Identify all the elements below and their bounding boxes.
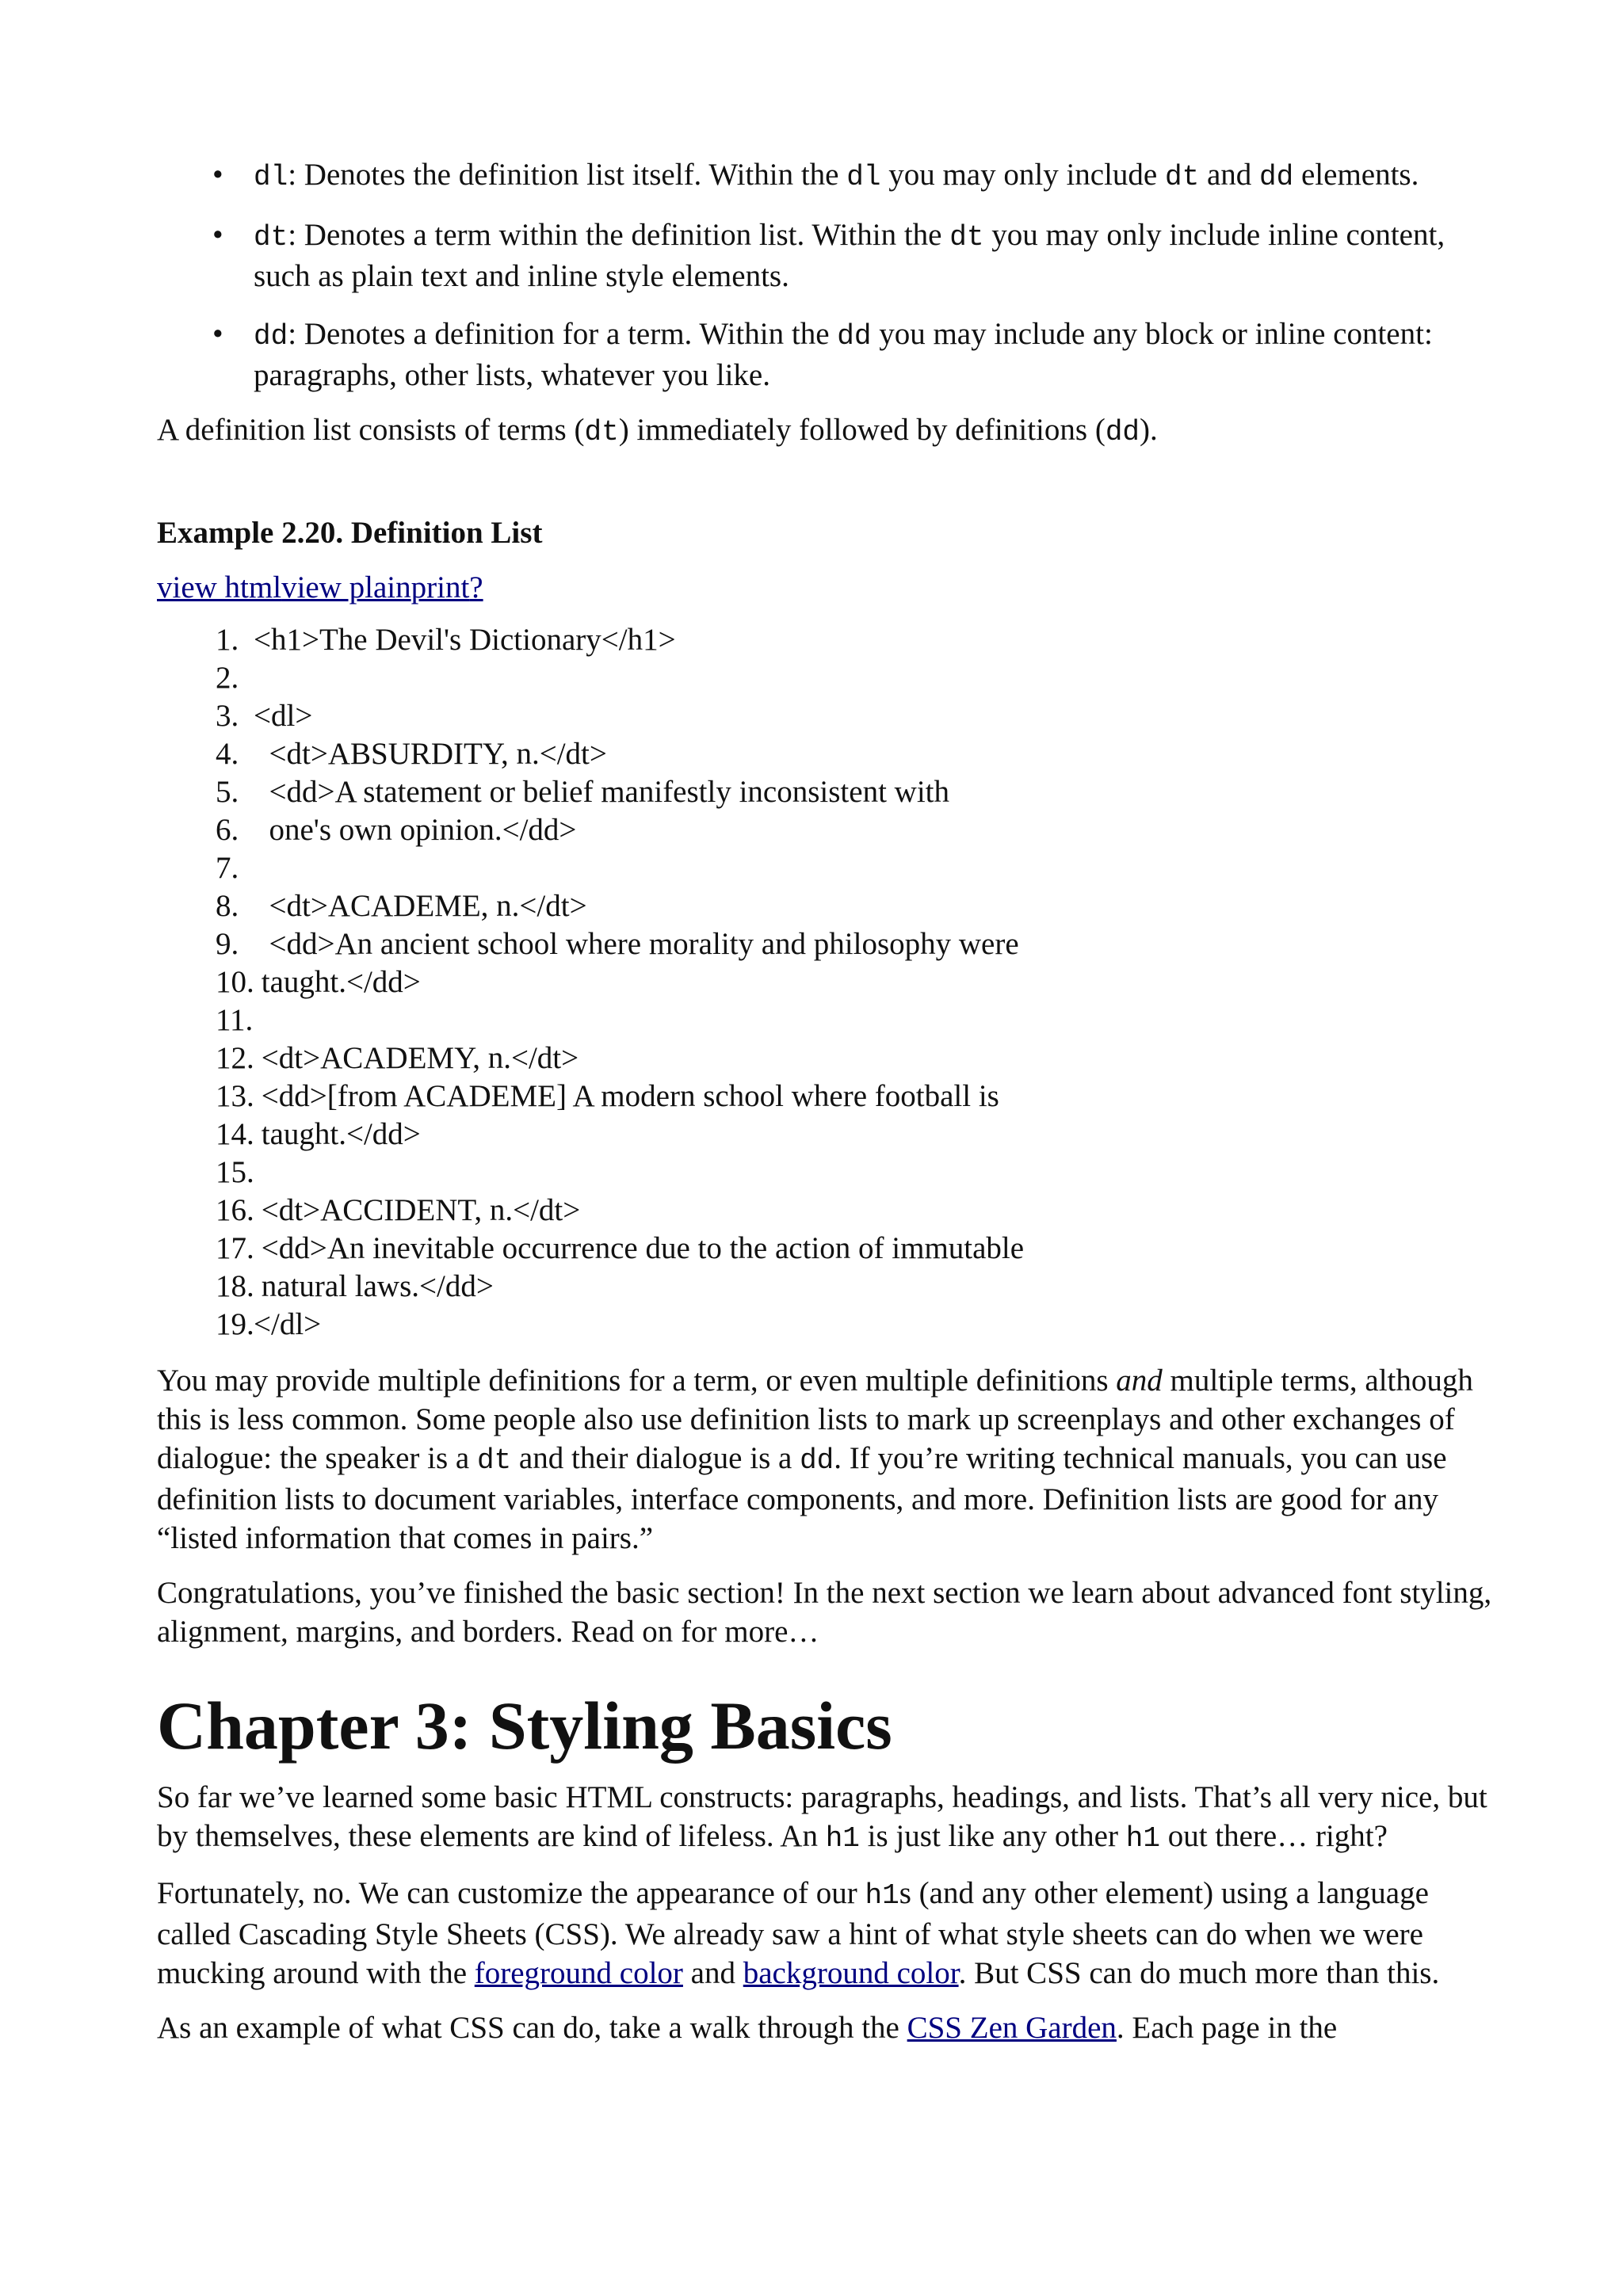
code-listing <box>157 621 1496 1344</box>
document-page <box>157 155 1496 2063</box>
code-line <box>157 773 1496 811</box>
line-number: 8. <box>216 889 239 923</box>
line-text: <dt>ACCIDENT, n.</dt> <box>254 1193 581 1227</box>
line-number: 14. <box>216 1117 254 1151</box>
css-zen-garden-link[interactable]: CSS Zen Garden <box>907 2011 1117 2045</box>
line-number: 3. <box>216 699 239 733</box>
css-intro-paragraph: Fortunately, no. We can customize the appearance of our h1s (and any other element) using a language called Cascading Style Sheets (CSS). We already saw a hint of what style sheets can do when we were mucking around with the foreground color and background color. But CSS can do much more than this. <box>157 1876 1440 1990</box>
multiple-definitions-paragraph: You may provide multiple definitions for a term, or even multiple definitions and multiple terms, although this is less common. Some people also use definition lists to mark up screenplays and other exchanges of dialogue: the speaker is a dt and their dialogue is a dd. If you’re writing technical manuals, you can use definition lists to document variables, interface components, and more. Definition lists are good for any “listed information that comes in pairs.” <box>157 1363 1473 1555</box>
code-line <box>157 963 1496 1001</box>
line-number: 11. <box>216 1003 254 1037</box>
line-text: <dd>A statement or belief manifestly inconsistent with <box>254 775 949 809</box>
code-toolbar <box>157 568 1496 607</box>
line-number: 13. <box>216 1079 254 1113</box>
code-line <box>157 1230 1496 1268</box>
bullet-icon: • <box>212 317 223 351</box>
line-number: 17. <box>216 1231 254 1265</box>
element-bullet-list <box>157 155 1496 395</box>
print-link[interactable]: print <box>411 570 470 605</box>
code-line <box>157 621 1496 659</box>
code-line <box>157 1116 1496 1154</box>
line-number: 16. <box>216 1193 254 1227</box>
line-text: <dd>[from ACADEME] A modern school where football is <box>254 1079 999 1113</box>
code-line <box>157 811 1496 849</box>
bullet-item-dt: • dt: Denotes a term within the definition list. Within the dt you may only include inline content, such as plain text and inline style elements. <box>254 215 1496 296</box>
example-title: Example 2.20. Definition List <box>157 516 543 550</box>
code-line <box>157 849 1496 887</box>
line-number: 15. <box>216 1155 254 1189</box>
line-text: <dl> <box>254 699 313 733</box>
code-line <box>157 1268 1496 1306</box>
line-number: 9. <box>216 927 239 961</box>
code-line <box>157 925 1496 963</box>
congratulations-paragraph: Congratulations, you’ve finished the basic section! In the next section we learn about advanced font styling, alignment, margins, and borders. Read on for more… <box>157 1576 1492 1649</box>
code-line <box>157 1154 1496 1192</box>
line-number: 10. <box>216 965 254 999</box>
line-text: <dd>An inevitable occurrence due to the action of immutable <box>254 1231 1025 1265</box>
chapter-heading: Chapter 3: Styling Basics <box>157 1688 892 1764</box>
line-number: 2. <box>216 661 239 695</box>
line-text: <dt>ACADEME, n.</dt> <box>254 889 587 923</box>
code-line <box>157 1192 1496 1230</box>
chapter-intro-paragraph: So far we’ve learned some basic HTML constructs: paragraphs, headings, and lists. That’s all very nice, but by themselves, these elements are kind of lifeless. An h1 is just like any other h1 out there… right? <box>157 1780 1487 1855</box>
line-number: 12. <box>216 1041 254 1075</box>
line-text: taught.</dd> <box>254 1117 421 1151</box>
line-text: natural laws.</dd> <box>254 1269 494 1303</box>
code-line <box>157 659 1496 697</box>
background-color-link[interactable]: background color <box>743 1956 959 1990</box>
line-number: 4. <box>216 737 239 771</box>
zen-garden-paragraph: As an example of what CSS can do, take a walk through the CSS Zen Garden. Each page in the <box>157 2011 1338 2045</box>
code-line <box>157 1039 1496 1077</box>
foreground-color-link[interactable]: foreground color <box>474 1956 683 1990</box>
line-text: <dt>ABSURDITY, n.</dt> <box>254 737 607 771</box>
line-text: <dd>An ancient school where morality and philosophy were <box>254 927 1019 961</box>
line-text: <h1>The Devil's Dictionary</h1> <box>254 623 676 657</box>
code-line <box>157 1077 1496 1116</box>
line-number: 1. <box>216 623 239 657</box>
line-text: one's own opinion.</dd> <box>254 813 577 847</box>
help-link[interactable]: ? <box>469 570 483 605</box>
code-line <box>157 1306 1496 1344</box>
line-text: taught.</dd> <box>254 965 421 999</box>
line-number: 5. <box>216 775 239 809</box>
bullet-item-dl: • dl: Denotes the definition list itself. Within the dl you may only include dt and dd elements. <box>254 155 1496 196</box>
code-line <box>157 735 1496 773</box>
code-line <box>157 697 1496 735</box>
line-number: 19. <box>216 1307 254 1341</box>
line-number: 6. <box>216 813 239 847</box>
line-text: <dt>ACADEMY, n.</dt> <box>254 1041 579 1075</box>
line-number: 7. <box>216 851 239 885</box>
bullet-icon: • <box>212 158 223 192</box>
code-line <box>157 887 1496 925</box>
bullet-icon: • <box>212 218 223 252</box>
line-text: </dl> <box>254 1307 322 1341</box>
bullet-item-dd: • dd: Denotes a definition for a term. Within the dd you may include any block or inline content: paragraphs, other lists, whatever you like. <box>254 315 1496 395</box>
view-html-link[interactable]: view html <box>157 570 282 605</box>
summary-paragraph: A definition list consists of terms (dt) immediately followed by definitions (dd). <box>157 413 1158 448</box>
code-line <box>157 1001 1496 1039</box>
line-number: 18. <box>216 1269 254 1303</box>
view-plain-link[interactable]: view plain <box>281 570 411 605</box>
